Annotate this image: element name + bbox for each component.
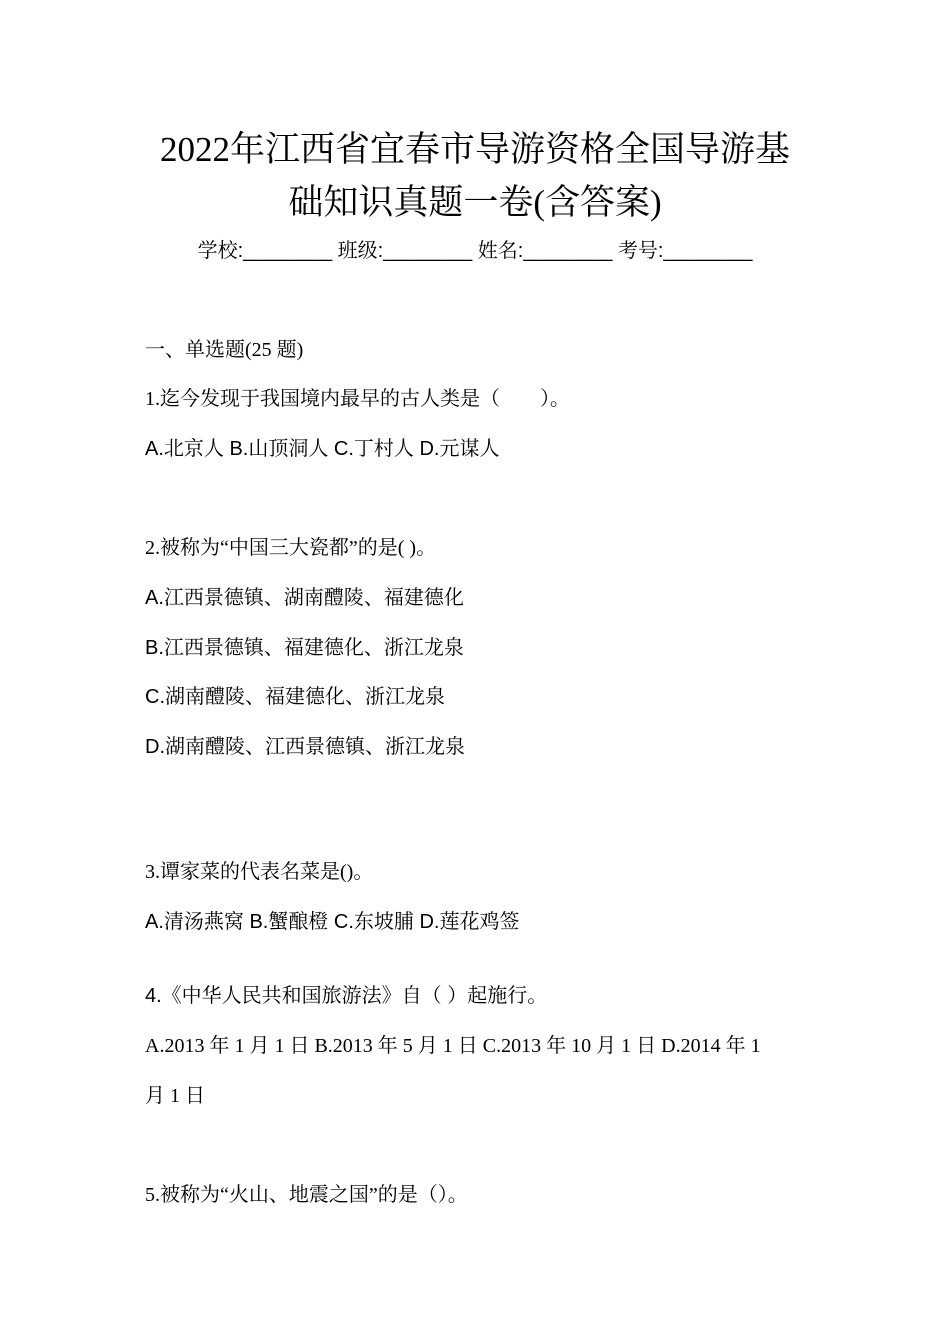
question-3-stem: 3.谭家菜的代表名菜是()。 (145, 861, 374, 883)
question-5-stem: 5.被称为“火山、地震之国”的是（）。 (145, 1184, 468, 1206)
question-2-option-d: D.湖南醴陵、江西景德镇、浙江龙泉 (145, 736, 465, 758)
question-1-stem: 1.迄今发现于我国境内最早的古人类是（ ）。 (145, 388, 570, 410)
student-info-line (0, 237, 950, 265)
document-title-line-2: 础知识真题一卷(含答案) (288, 183, 662, 222)
question-2-option-b: B.江西景德镇、福建德化、浙江龙泉 (145, 637, 464, 659)
question-2-stem: 2.被称为“中国三大瓷都”的是( )。 (145, 537, 437, 559)
question-1-options: A.北京人 B.山顶洞人 C.丁村人 D.元谋人 (145, 438, 500, 460)
question-3-options: A.清汤燕窝 B.蟹酿橙 C.东坡脯 D.莲花鸡签 (145, 911, 520, 933)
question-2-option-a: A.江西景德镇、湖南醴陵、福建德化 (145, 587, 464, 609)
question-4-options-continued: 月 1 日 (145, 1085, 205, 1107)
document-title-line-1: 2022年江西省宜春市导游资格全国导游基 (159, 130, 790, 169)
student-info-fields: 学校:________ 班级:________ 姓名:________ 考号:________ (197, 240, 753, 262)
question-4-options: A.2013 年 1 月 1 日 B.2013 年 5 月 1 日 C.2013 年 10 月 1 日 D.2014 年 1 (145, 1035, 761, 1057)
section-heading: 一、单选题(25 题) (145, 339, 304, 361)
question-2-option-c: C.湖南醴陵、福建德化、浙江龙泉 (145, 686, 445, 708)
question-4-stem: 4.《中华人民共和国旅游法》自（ ）起施行。 (145, 985, 548, 1007)
